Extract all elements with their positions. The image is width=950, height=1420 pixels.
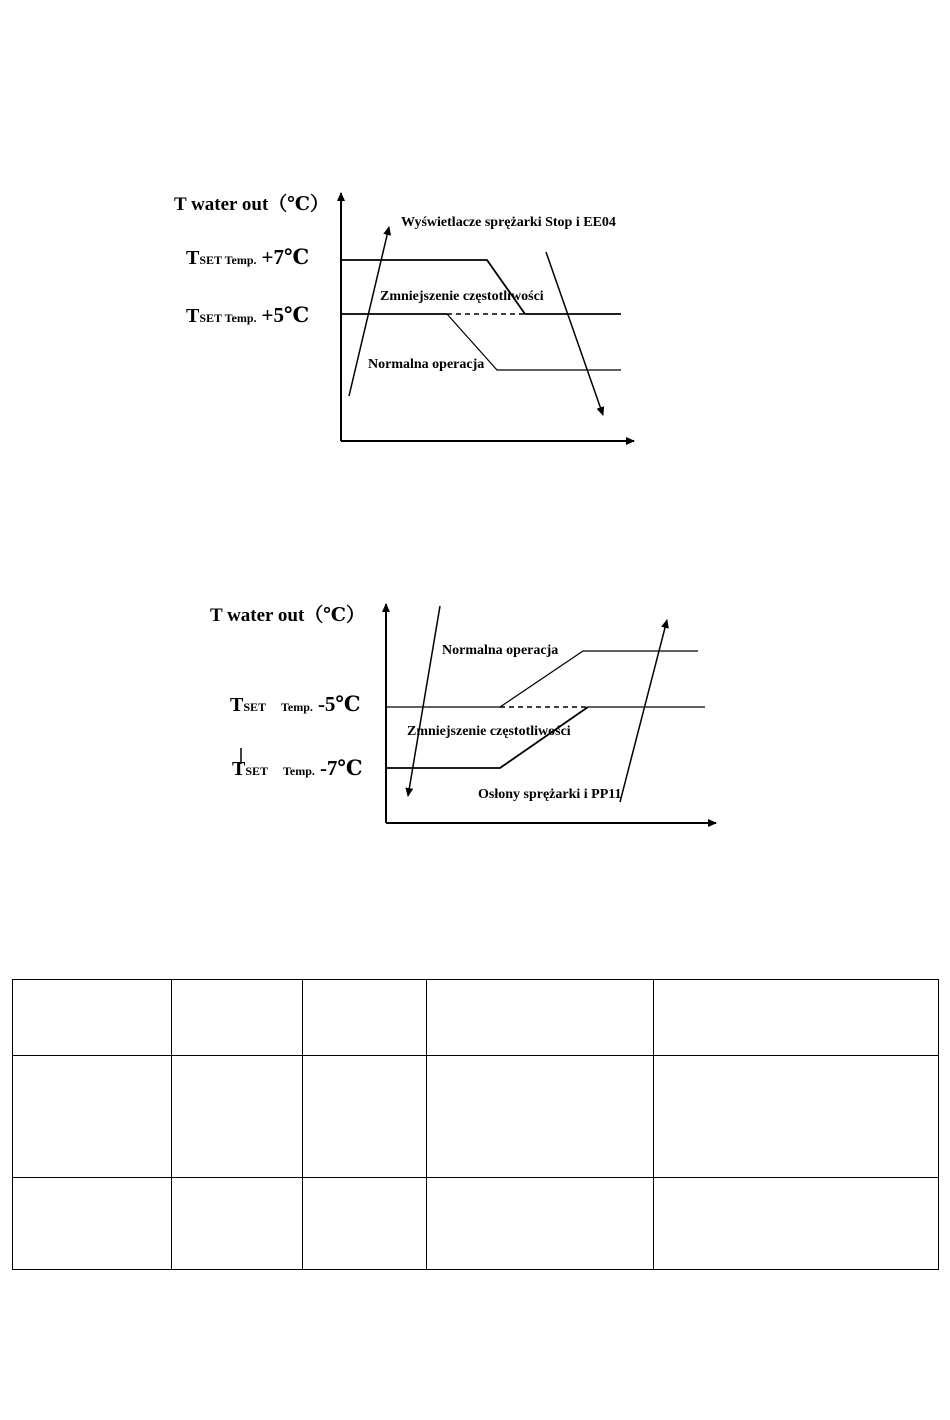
table-cell — [303, 980, 427, 1056]
table-cell — [172, 1178, 303, 1270]
bottom-level-minus7-label — [232, 758, 363, 779]
bottom-rising-arrow — [620, 620, 667, 802]
table-cell — [427, 1178, 654, 1270]
bottom-anno-protect: Osłony sprężarki i PP11 — [478, 787, 622, 802]
table-cell — [13, 980, 172, 1056]
table-cell — [303, 1056, 427, 1178]
table-cell — [427, 1056, 654, 1178]
t-symbol: T — [232, 758, 246, 780]
level-value: -5℃ — [317, 692, 361, 716]
bottom-level-minus5-label — [230, 694, 361, 715]
top-anno-stop: Wyświetlacze sprężarki Stop i EE04 — [401, 215, 616, 230]
t-symbol: T — [186, 305, 200, 327]
level-value: +7℃ — [261, 245, 310, 269]
table-cell — [654, 980, 939, 1056]
table-row — [13, 980, 939, 1056]
table-cell — [13, 1178, 172, 1270]
table-cell — [172, 1056, 303, 1178]
subscript: SET — [243, 700, 267, 714]
t-symbol: T — [186, 247, 200, 269]
subscript-temp: Temp. — [281, 700, 313, 714]
table-row — [13, 1056, 939, 1178]
bottom-anno-freq: Zmniejszenie częstotliwości — [407, 724, 571, 739]
level-value: -7℃ — [319, 756, 363, 780]
table-cell — [427, 980, 654, 1056]
table-cell — [13, 1056, 172, 1178]
bottom-y-axis-title: T water out（℃） — [210, 605, 366, 626]
top-y-axis-title: T water out（℃） — [174, 194, 330, 215]
table-row — [13, 1178, 939, 1270]
empty-table — [12, 979, 939, 1270]
subscript: SET Temp. — [199, 311, 257, 325]
subscript-temp: Temp. — [283, 764, 315, 778]
table-cell — [654, 1056, 939, 1178]
empty-table-wrap — [12, 979, 939, 1270]
table-cell — [172, 980, 303, 1056]
subscript: SET — [245, 764, 269, 778]
level-value: +5℃ — [261, 303, 310, 327]
top-anno-normal: Normalna operacja — [368, 357, 485, 372]
top-anno-freq: Zmniejszenie częstotliwości — [380, 289, 544, 304]
subscript: SET Temp. — [199, 253, 257, 267]
table-cell — [654, 1178, 939, 1270]
t-symbol: T — [230, 694, 244, 716]
bottom-anno-normal: Normalna operacja — [442, 643, 559, 658]
table-cell — [303, 1178, 427, 1270]
